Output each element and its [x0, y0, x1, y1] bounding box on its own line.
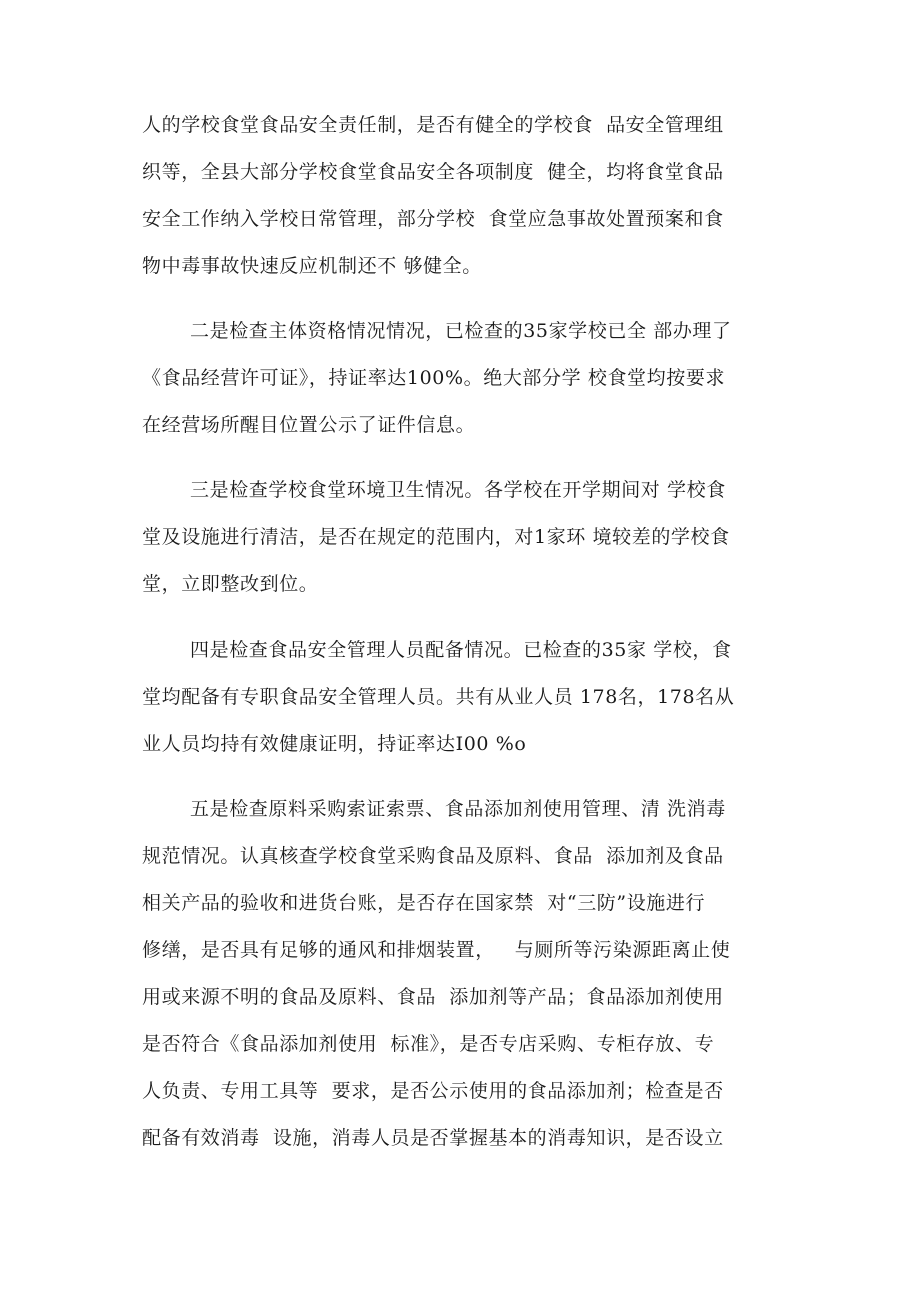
paragraph-5-line-2: 规范情况。认真核查学校食堂采购食品及原料、食品 添加剂及食品: [142, 845, 724, 867]
paragraph-5-line-3: 相关产品的验收和进货台账，是否存在国家禁 对“三防”设施进行: [142, 892, 706, 914]
paragraph-4-line-3: 业人员均持有效健康证明，持证率达I00 %o: [142, 733, 527, 755]
paragraph-3-line-1: 三是检查学校食堂环境卫生情况。各学校在开学期间对 学校食: [190, 479, 726, 501]
paragraph-3-line-2: 堂及设施进行清洁，是否在规定的范围内，对1家环 境较差的学校食: [142, 526, 730, 548]
paragraph-5-line-5: 用或来源不明的食品及原料、食品 添加剂等产品；食品添加剂使用: [142, 986, 724, 1008]
paragraph-5-line-8: 配备有效消毒 设施，消毒人员是否掌握基本的消毒知识，是否设立: [142, 1127, 724, 1149]
paragraph-2-line-2: 《食品经营许可证》，持证率达100%。绝大部分学 校食堂均按要求: [142, 367, 726, 389]
paragraph-4-line-1: 四是检查食品安全管理人员配备情况。已检查的35家 学校，食: [190, 639, 732, 661]
paragraph-1-line-4: 物中毒事故快速反应机制还不 够健全。: [142, 255, 482, 277]
paragraph-5-line-7: 人负责、专用工具等 要求，是否公示使用的食品添加剂；检查是否: [142, 1080, 724, 1102]
paragraph-2-line-3: 在经营场所醒目位置公示了证件信息。: [142, 414, 476, 436]
paragraph-1-line-1: 人的学校食堂食品安全责任制，是否有健全的学校食 品安全管理组: [142, 114, 724, 136]
paragraph-5-line-6: 是否符合《食品添加剂使用 标准》，是否专店采购、专柜存放、专: [142, 1033, 715, 1055]
paragraph-4-line-2: 堂均配备有专职食品安全管理人员。共有从业人员 178名，178名从: [142, 686, 735, 708]
paragraph-3-line-3: 堂，立即整改到位。: [142, 573, 319, 595]
paragraph-2-line-1: 二是检查主体资格情况情况，已检查的35家学校已全 部办理了: [190, 320, 732, 342]
paragraph-5-line-1: 五是检查原料采购索证索票、食品添加剂使用管理、清 洗消毒: [190, 798, 726, 820]
paragraph-1-line-3: 安全工作纳入学校日常管理，部分学校 食堂应急事故处置预案和食: [142, 208, 724, 230]
paragraph-1-line-2: 织等，全县大部分学校食堂食品安全各项制度 健全，均将食堂食品: [142, 161, 724, 183]
paragraph-5-line-4: 修缮，是否具有足够的通风和排烟装置， 与厕所等污染源距离止使: [142, 939, 731, 961]
